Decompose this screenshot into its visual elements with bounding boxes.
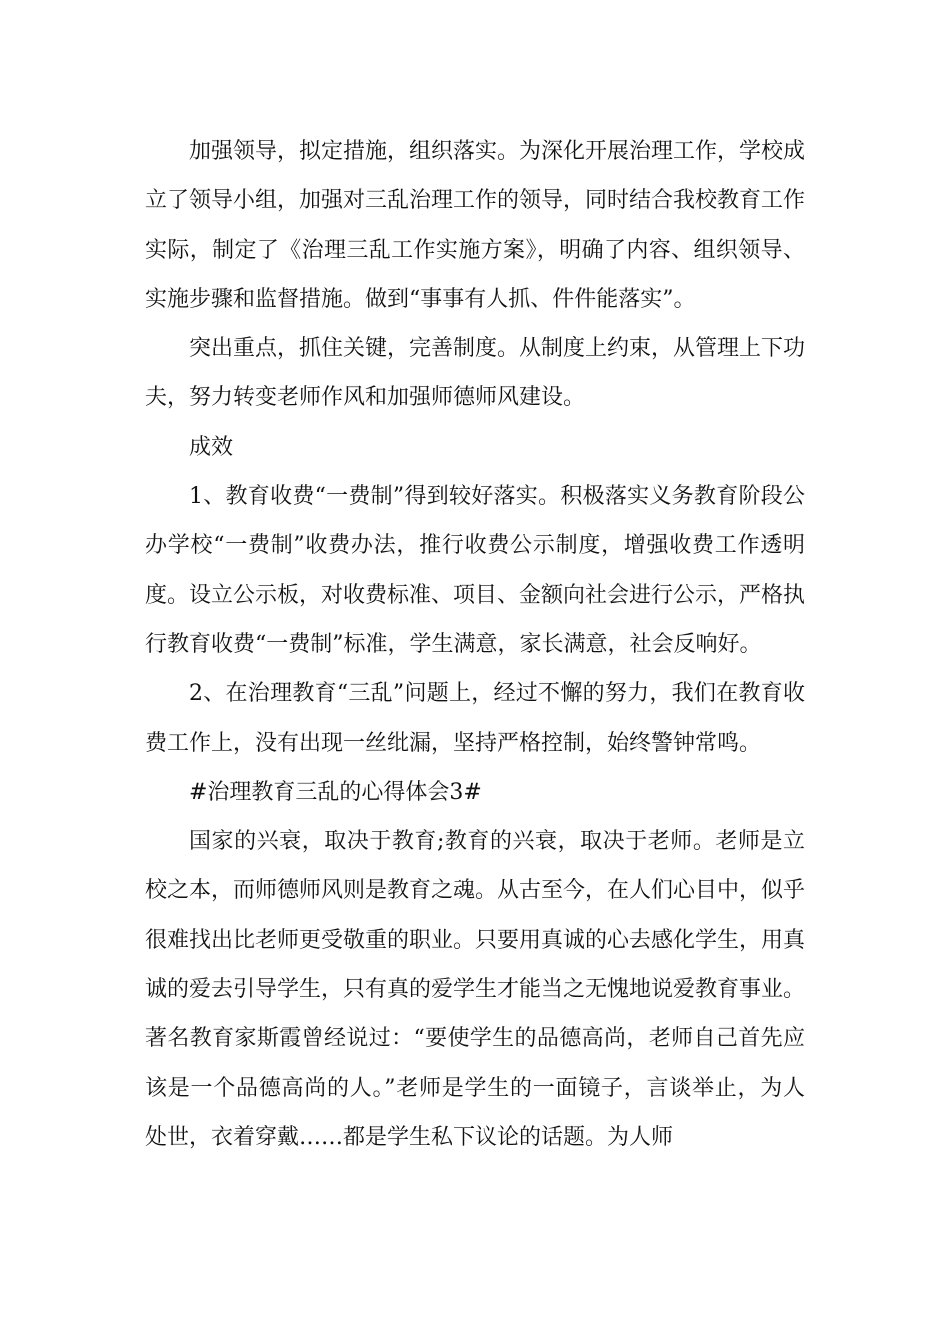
document-body (145, 127, 805, 1162)
paragraph-results-heading: 成效 (189, 434, 234, 460)
paragraph-result-2: 2、在治理教育“三乱”问题上，经过不懈的努力，我们在教育收费工作上，没有出现一丝纰漏，坚持严格控制，始终警钟常鸣。 (145, 681, 805, 756)
paragraph-teacher-ethics: 国家的兴衰，取决于教育;教育的兴衰，取决于老师。老师是立校之本，而师德师风则是教育之魂。从古至今，在人们心目中，似乎很难找出比老师更受敬重的职业。只要用真诚的心去感化学生，用真诚的爱去引导学生，只有真的爱学生才能当之无愧地说爱教育事业。著名教育家斯霞曾经说过：“要使学生的品德高尚，老师自己首先应该是一个品德高尚的人。”老师是学生的一面镜子，言谈举止，为人处世，衣着穿戴……都是学生私下议论的话题。为人师 (145, 829, 806, 1150)
paragraph-leadership: 加强领导，拟定措施，组织落实。为深化开展治理工作，学校成立了领导小组，加强对三乱治理工作的领导，同时结合我校教育工作实际，制定了《治理三乱工作实施方案》，明确了内容、组织领导、实施步骤和监督措施。做到“事事有人抓、件件能落实”。 (145, 139, 806, 312)
paragraph-section-heading: #治理教育三乱的心得体会3# (189, 779, 482, 805)
paragraph-result-1: 1、教育收费“一费制”得到较好落实。积极落实义务教育阶段公办学校“一费制”收费办法，推行收费公示制度，增强收费工作透明度。设立公示板，对收费标准、项目、金额向社会进行公示，严格执行教育收费“一费制”标准，学生满意，家长满意，社会反响好。 (145, 484, 806, 657)
paragraph-key-points: 突出重点，抓住关键，完善制度。从制度上约束，从管理上下功夫，努力转变老师作风和加强师德师风建设。 (145, 336, 806, 411)
